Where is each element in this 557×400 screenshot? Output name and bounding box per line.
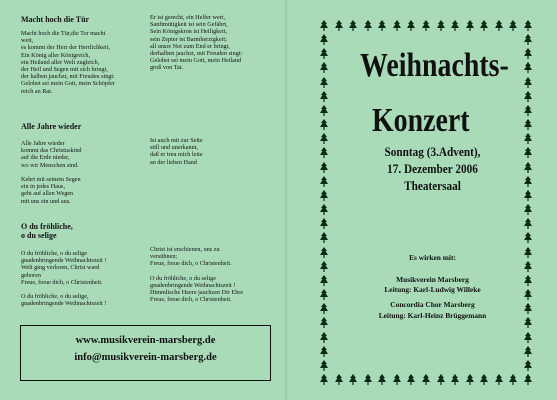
- christmas-tree-icon: [320, 48, 328, 59]
- group2-leader: Leitung: Karl-Heinz Brüggemann: [378, 311, 487, 320]
- christmas-tree-icon: [320, 346, 328, 357]
- song-title-o-du-froehliche: O du fröhliche, o du selige: [21, 222, 73, 240]
- christmas-tree-icon: [393, 20, 401, 31]
- christmas-tree-icon: [407, 374, 415, 385]
- christmas-tree-icon: [524, 147, 532, 158]
- christmas-tree-icon: [509, 374, 517, 385]
- christmas-tree-icon: [364, 20, 372, 31]
- christmas-tree-icon: [524, 133, 532, 144]
- christmas-tree-icon: [509, 20, 517, 31]
- christmas-tree-icon: [320, 133, 328, 144]
- christmas-tree-icon: [524, 105, 532, 116]
- christmas-tree-icon: [524, 332, 532, 343]
- christmas-tree-icon: [466, 374, 474, 385]
- christmas-tree-icon: [320, 303, 328, 314]
- song-title-macht-hoch: Macht hoch die Tür: [21, 15, 90, 24]
- christmas-tree-icon: [320, 119, 328, 130]
- fold-line: [285, 0, 287, 400]
- contact-box: [20, 325, 271, 381]
- christmas-tree-icon: [524, 247, 532, 258]
- song3-verse2: Christ ist erschienen, uns zu versühnen; Freue, freue dich, o Christenheit. O du fröhliche, o du selige gnadenbringende Weihnachtszeit ! Himmlische Heere jauchzen Dir Ehre Freue, freue dich, o Christenheit.: [150, 246, 244, 304]
- christmas-tree-icon: [480, 20, 488, 31]
- date-line2: 17. Dezember 2006: [387, 162, 478, 176]
- christmas-tree-icon: [320, 147, 328, 158]
- christmas-tree-icon: [335, 374, 343, 385]
- christmas-tree-icon: [320, 374, 328, 385]
- christmas-tree-icon: [320, 190, 328, 201]
- christmas-tree-icon: [524, 232, 532, 243]
- christmas-tree-icon: [495, 374, 503, 385]
- christmas-tree-icon: [407, 20, 415, 31]
- christmas-tree-icon: [480, 374, 488, 385]
- christmas-tree-icon: [524, 317, 532, 328]
- song3-verse1: O du fröhliche, o du selige gnadenbringende Weihnachtszeit ! Welt ging verloren, Christ ward geboren Freue, freue dich, o Christenheit. O du fröhliche, o du selige, gnadenbringende Weihnachtszeit !: [21, 250, 107, 308]
- title-line2: Konzert: [372, 102, 470, 139]
- christmas-tree-icon: [320, 317, 328, 328]
- christmas-tree-icon: [320, 275, 328, 286]
- date-line1: Sonntag (3.Advent),: [384, 145, 481, 159]
- christmas-tree-icon: [524, 360, 532, 371]
- song-title-alle-jahre: Alle Jahre wieder: [21, 122, 82, 131]
- song2-verse2: Ist auch mit zur Seite still und unerkannt, daß er treu mich leite an der lieben Hand: [150, 137, 203, 166]
- christmas-tree-icon: [320, 176, 328, 187]
- christmas-tree-icon: [524, 190, 532, 201]
- christmas-tree-icon: [349, 374, 357, 385]
- group2-name: Concordia Chor Marsberg: [390, 300, 475, 309]
- song1-verse2: Er ist gerecht, ein Helfer wert, Sanftmütigkeit ist sein Gefährt, Sein Königskron ist Heiligkeit, sein Zepter ist Barmherzigkeit; all unsre Not zum End er bringt, derhalben jauchzt, mit Freuden singt: Gelobet sei mein Gott, mein Heiland groß von Tat.: [150, 14, 243, 72]
- christmas-tree-icon: [378, 374, 386, 385]
- christmas-tree-icon: [422, 374, 430, 385]
- christmas-tree-icon: [320, 247, 328, 258]
- christmas-tree-icon: [524, 34, 532, 45]
- christmas-tree-icon: [320, 232, 328, 243]
- christmas-tree-icon: [524, 119, 532, 130]
- email-link[interactable]: info@musikverein-marsberg.de: [74, 352, 217, 363]
- christmas-tree-icon: [451, 20, 459, 31]
- christmas-tree-icon: [524, 261, 532, 272]
- group1-leader: Leitung: Karl-Ludwig Willeke: [384, 285, 481, 294]
- christmas-tree-icon: [320, 34, 328, 45]
- christmas-tree-icon: [320, 91, 328, 102]
- christmas-tree-icon: [320, 105, 328, 116]
- christmas-tree-icon: [320, 261, 328, 272]
- christmas-tree-icon: [524, 91, 532, 102]
- christmas-tree-icon: [524, 204, 532, 215]
- christmas-tree-icon: [320, 62, 328, 73]
- christmas-tree-icon: [524, 346, 532, 357]
- christmas-tree-icon: [320, 360, 328, 371]
- christmas-tree-icon: [524, 176, 532, 187]
- christmas-tree-icon: [437, 374, 445, 385]
- group1-name: Musikverein Marsberg: [396, 275, 469, 284]
- christmas-tree-icon: [320, 218, 328, 229]
- song2-verse1: Alle Jahre wieder kommt das Christuskind auf die Erde nieder, wo wir Menschen sind. Kehrt mit seinem Segen ein in jedes Haus, geht auf allen Wegen mit uns ein und aus.: [21, 140, 82, 205]
- christmas-tree-icon: [466, 20, 474, 31]
- christmas-tree-icon: [320, 162, 328, 173]
- christmas-tree-icon: [524, 218, 532, 229]
- christmas-tree-icon: [320, 204, 328, 215]
- title-line1: Weihnachts-: [360, 47, 509, 84]
- christmas-tree-icon: [524, 275, 532, 286]
- song1-verse1: Macht hoch die Tür,die Tor macht weit, es kommt der Herr der Herrlichkeit, Ein König aller Königreich, ein Heiland aller Welt zugleich, der Heil und Segen mit sich bringt, der halben jauchzt, mit Freuden singt: Gelobet sei mein Gott, mein Schöpfer reich an Rat.: [21, 30, 115, 95]
- christmas-tree-icon: [524, 374, 532, 385]
- christmas-tree-icon: [437, 20, 445, 31]
- christmas-tree-icon: [495, 20, 503, 31]
- christmas-tree-icon: [335, 20, 343, 31]
- christmas-tree-icon: [524, 162, 532, 173]
- christmas-tree-icon: [451, 374, 459, 385]
- christmas-tree-icon: [349, 20, 357, 31]
- christmas-tree-icon: [320, 289, 328, 300]
- christmas-tree-icon: [524, 20, 532, 31]
- christmas-tree-icon: [364, 374, 372, 385]
- venue: Theatersaal: [404, 179, 461, 193]
- christmas-tree-icon: [524, 289, 532, 300]
- christmas-tree-icon: [393, 374, 401, 385]
- christmas-tree-icon: [524, 303, 532, 314]
- christmas-tree-icon: [320, 20, 328, 31]
- christmas-tree-icon: [320, 332, 328, 343]
- participants-intro: Es wirken mit:: [409, 253, 456, 262]
- christmas-tree-icon: [378, 20, 386, 31]
- website-link[interactable]: www.musikverein-marsberg.de: [75, 335, 216, 346]
- christmas-tree-icon: [320, 77, 328, 88]
- christmas-tree-icon: [422, 20, 430, 31]
